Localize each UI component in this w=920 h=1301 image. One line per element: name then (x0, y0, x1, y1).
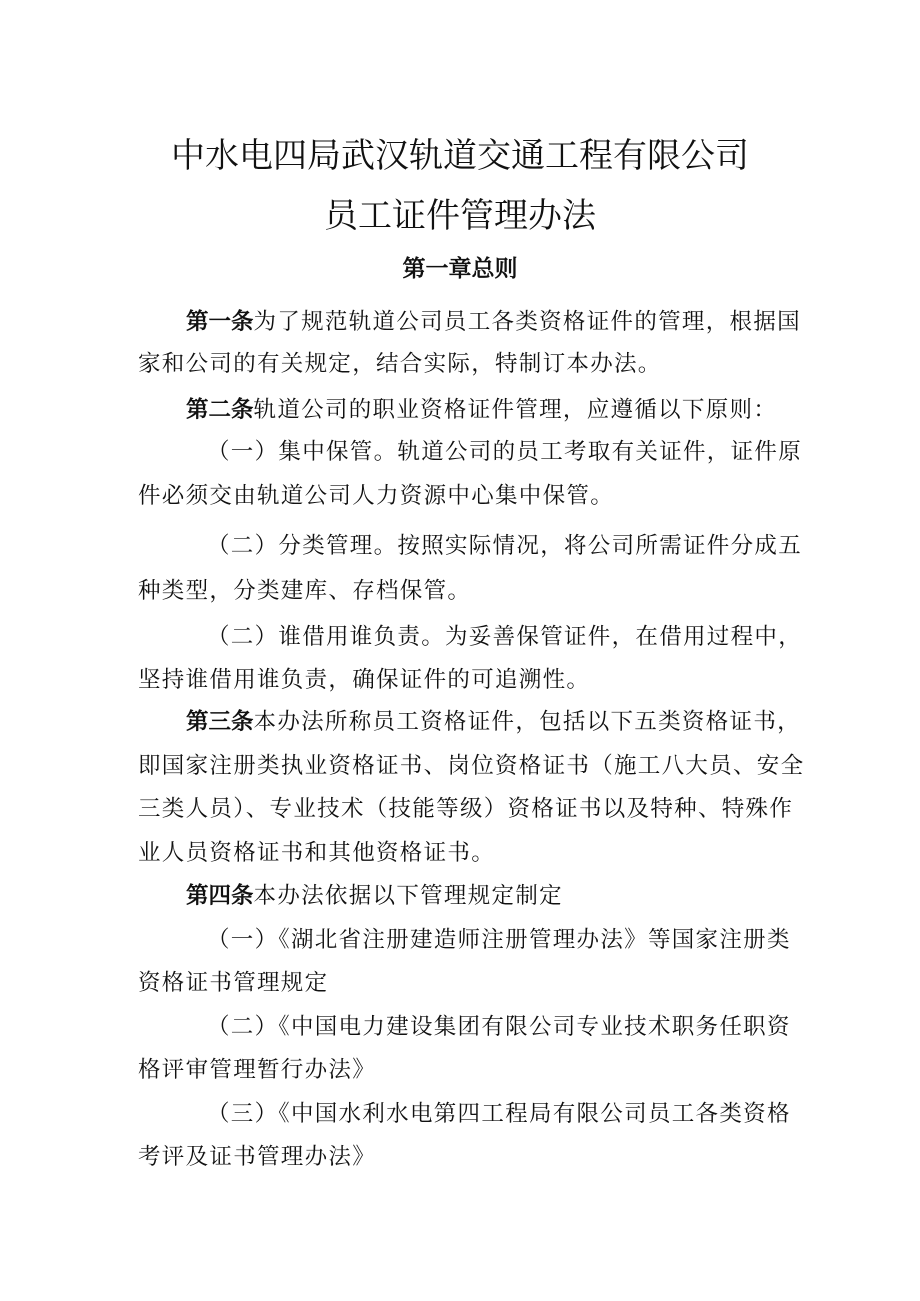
article-4-item-2-line-1: （二）《中国电力建设集团有限公司专业技术职务任职资 (207, 1014, 791, 1040)
article-1-heading: 第一条 (186, 309, 254, 335)
article-2-item-1-line-2: 件必须交由轨道公司人力资源中心集中保管。 (138, 483, 615, 509)
article-4-item-1-line-1: （一）《湖北省注册建造师注册管理办法》等国家注册类 (207, 927, 791, 953)
article-4-item-3-line-2: 考评及证书管理办法》 (138, 1144, 377, 1170)
article-2-item-3-line-1: （二）谁借用谁负责。为妥善保管证件，在借用过程中， (207, 624, 803, 650)
article-2-item-2-line-1: （二）分类管理。按照实际情况，将公司所需证件分成五 (207, 533, 803, 559)
article-4-item-2-line-2: 格评审管理暂行办法》 (138, 1057, 377, 1083)
article-1-text: 为了规范轨道公司员工各类资格证件的管理，根据国 (253, 309, 801, 335)
document-title-line2: 员工证件管理办法 (324, 196, 596, 236)
article-3-heading: 第三条 (186, 709, 254, 735)
document-title-line1: 中水电四局武汉轨道交通工程有限公司 (171, 136, 749, 176)
article-4-line-1 (186, 881, 563, 911)
article-2-item-3-line-2: 坚持谁借用谁负责，确保证件的可追溯性。 (138, 667, 591, 693)
article-4-item-3-line-1: （三）《中国水利水电第四工程局有限公司员工各类资格 (207, 1101, 791, 1127)
article-1-line-1 (186, 307, 801, 337)
article-1-line-2: 家和公司的有关规定，结合实际，特制订本办法。 (138, 351, 662, 377)
article-2-item-1-line-1: （一）集中保管。轨道公司的员工考取有关证件，证件原 (207, 439, 803, 465)
article-3-line-4: 业人员资格证书和其他资格证书。 (138, 840, 496, 866)
article-4-text: 本办法依据以下管理规定制定 (253, 883, 563, 909)
article-3-line-1 (186, 707, 801, 737)
article-4-heading: 第四条 (186, 883, 254, 909)
article-3-text: 本办法所称员工资格证件，包括以下五类资格证书， (253, 709, 801, 735)
article-2-heading: 第二条 (186, 397, 254, 423)
article-2-line-1 (186, 395, 777, 425)
article-2-item-2-line-2: 种类型，分类建库、存档保管。 (138, 578, 472, 604)
article-4-item-1-line-2: 资格证书管理规定 (138, 970, 329, 996)
chapter-heading: 第一章总则 (402, 256, 518, 282)
article-3-line-2: 即国家注册类执业资格证书、岗位资格证书（施工八大员、安全 (138, 753, 805, 779)
article-3-line-3: 三类人员）、专业技术（技能等级）资格证书以及特种、特殊作 (138, 796, 794, 822)
article-2-text: 轨道公司的职业资格证件管理，应遵循以下原则： (253, 397, 778, 423)
